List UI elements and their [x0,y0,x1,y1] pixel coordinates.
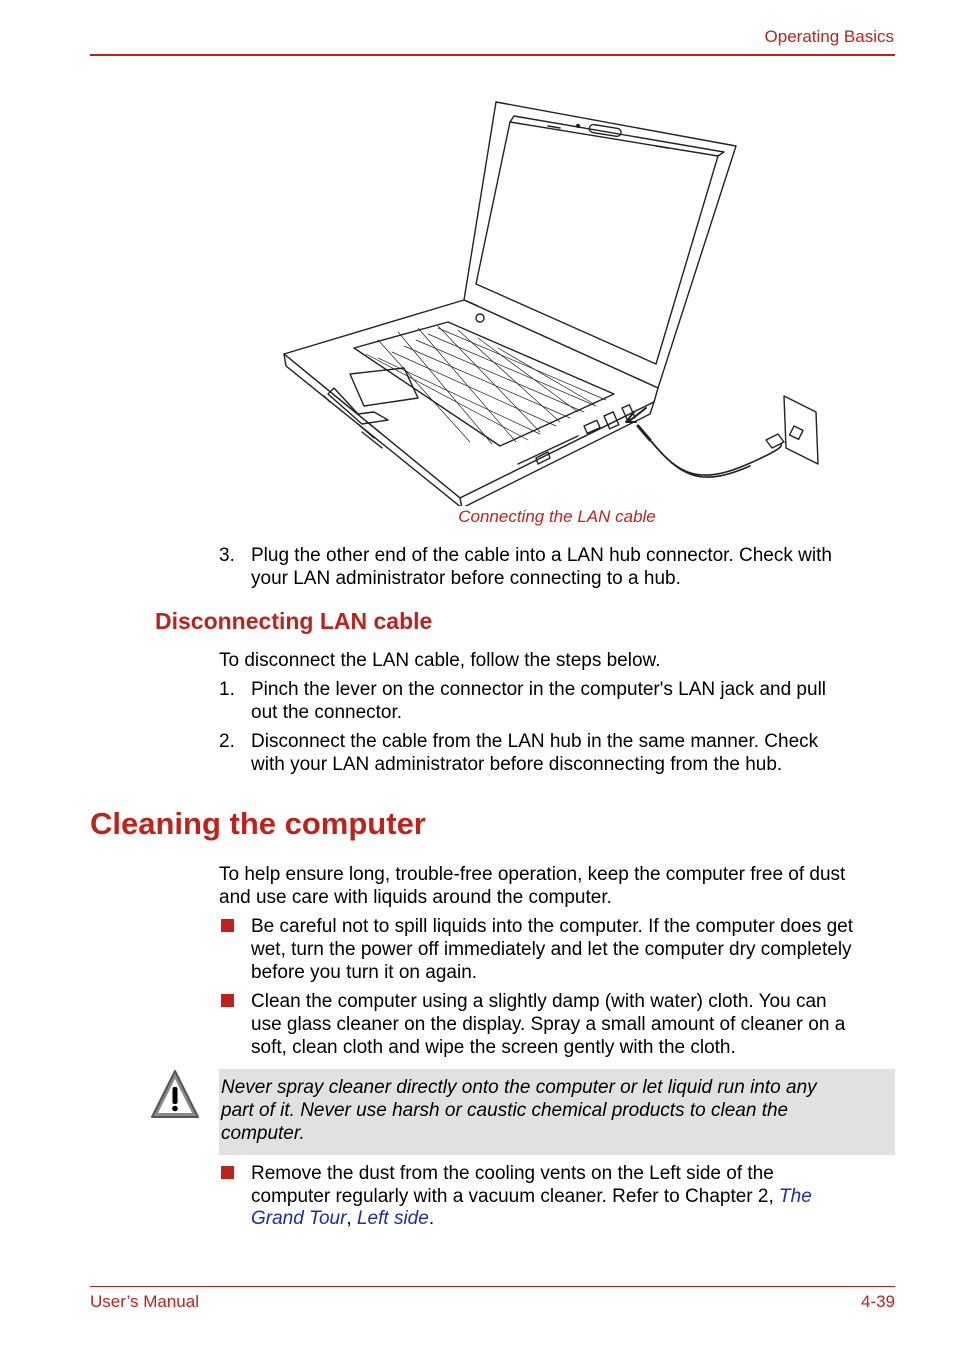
bullet-text-line: Remove the dust from the cooling vents on the Left side of the [251,1163,774,1184]
bullet-marker [221,1166,234,1179]
paragraph: To help ensure long, trouble-free operation, keep the computer free of dust [219,864,846,885]
footer-left: User’s Manual [90,1292,199,1311]
bullet-text-line: Clean the computer using a slightly damp (with water) cloth. You can [251,991,827,1012]
figure-caption: Connecting the LAN cable [458,507,656,526]
page-number: 4-39 [860,1292,895,1311]
step-text-line: Disconnect the cable from the LAN hub in the same manner. Check [251,731,819,752]
link-the-grand-tour[interactable]: The [779,1186,812,1207]
bullet-text-line: wet, turn the power off immediately and let the computer dry completely [251,939,852,960]
subsection-heading: Disconnecting LAN cable [155,608,433,634]
step-text-line: your LAN administrator before connecting to a hub. [251,568,681,589]
warning-icon [148,1067,202,1125]
header-rule [90,54,895,56]
section-heading: Cleaning the computer [90,806,426,841]
step-number: 1. [219,679,235,700]
step-number: 3. [219,545,235,566]
paragraph: To disconnect the LAN cable, follow the steps below. [219,650,661,671]
note-line: Never spray cleaner directly onto the computer or let liquid run into any [221,1077,817,1098]
caution-note-text [221,1076,881,1145]
footer-rule [90,1286,895,1287]
bullet-marker [221,994,234,1007]
bullet-text: computer regularly with a vacuum cleaner. Refer to Chapter 2, [251,1186,780,1207]
paragraph: and use care with liquids around the computer. [219,887,612,908]
link-left-side[interactable]: Left side [356,1208,429,1229]
laptop-lan-illustration [278,96,828,506]
bullet-text-line [251,1207,434,1230]
bullet-text-line: use glass cleaner on the display. Spray a small amount of cleaner on a [251,1014,846,1035]
bullet-text-line [251,1185,812,1208]
step-text-line: Plug the other end of the cable into a LAN hub connector. Check with [251,545,832,566]
note-line: computer. [221,1123,305,1144]
bullet-marker [221,919,234,932]
link-the-grand-tour[interactable]: Grand Tour [251,1208,347,1229]
step-text-line: Pinch the lever on the connector in the computer's LAN jack and pull [251,679,827,700]
end-punctuation: . [428,1208,435,1229]
step-number: 2. [219,731,235,752]
step-text-line: out the connector. [251,702,403,723]
bullet-text-line: soft, clean cloth and wipe the screen gently with the cloth. [251,1037,736,1058]
bullet-text-line: Be careful not to spill liquids into the computer. If the computer does get [251,916,854,937]
running-header: Operating Basics [764,27,894,46]
bullet-text-line: before you turn it on again. [251,962,478,983]
separator-text: , [346,1208,357,1229]
note-line: part of it. Never use harsh or caustic chemical products to clean the [221,1100,789,1121]
step-text-line: with your LAN administrator before disconnecting from the hub. [251,754,783,775]
